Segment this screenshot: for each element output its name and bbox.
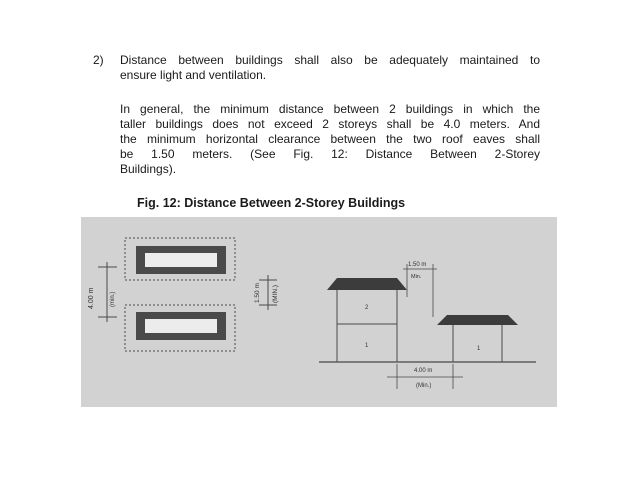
building-spacing-note: (Min.): [416, 383, 432, 389]
body-line: taller buildings does not exceed 2 storeys shall be 4.0 meters. And: [120, 117, 540, 131]
figure-distance-between-buildings: [81, 217, 557, 407]
eave-clearance-note: Min.: [411, 274, 422, 280]
plan-left-dimension-note: (min.): [110, 291, 116, 307]
body-line: In general, the minimum distance between 2 buildings in which the: [120, 102, 540, 116]
plan-right-dimension-note: (MIN.): [272, 284, 279, 303]
lead-line: ensure light and ventilation.: [120, 68, 267, 82]
plan-left-dimension: 4.00 m: [88, 287, 95, 309]
body-line: be 1.50 meters. (See Fig. 12: Distance Between 2-Storey: [120, 147, 540, 161]
item-number: 2): [93, 53, 104, 67]
lead-paragraph: [120, 53, 540, 83]
plan-view: [98, 238, 277, 351]
lead-line: Distance between buildings shall also be adequately maintained to: [120, 53, 540, 67]
plan-right-dimension: 1.50 m: [254, 283, 261, 303]
eave-clearance-dimension: 1.50 m: [408, 262, 427, 268]
roof-right: [437, 315, 518, 325]
figure-caption: Fig. 12: Distance Between 2-Storey Buildings: [137, 196, 406, 210]
roof-left: [327, 278, 407, 290]
storey-label-upper: 2: [365, 305, 369, 311]
body-line: Buildings).: [120, 162, 177, 176]
storey-label-lower-left: 1: [365, 343, 369, 349]
body-line: the minimum horizontal clearance between the two roof eaves shall: [120, 132, 540, 146]
building-spacing-dimension: 4.00 m: [414, 368, 433, 374]
storey-label-lower-right: 1: [477, 346, 481, 352]
body-paragraph: [120, 102, 540, 177]
figure-drawing: [81, 217, 557, 407]
